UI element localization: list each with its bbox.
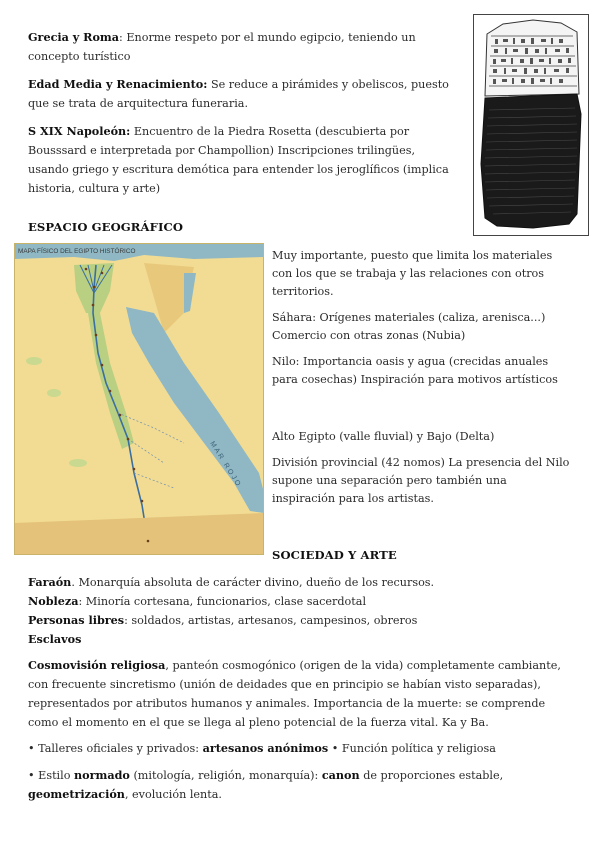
society-list — [28, 573, 576, 649]
section-heading-society: SOCIEDAD Y ARTE — [272, 548, 397, 562]
history-section — [28, 28, 458, 198]
history-napoleon: S XIX Napoleón: Encuentro de la Piedra Rosetta (descubierta por Bousssard e interpretada por Champollion) Inscripciones trilingües, usando griego y escritura demótica para entender los jeroglíficos (implica historia, cultura y arte) — [28, 124, 449, 195]
geo-nile: Nilo: Importancia oasis y agua (crecidas anuales para cosechas) Inspiración para motivos artísticos — [272, 355, 558, 386]
geo-upper-lower: Alto Egipto (valle fluvial) y Bajo (Delta) — [272, 430, 495, 443]
society-esclavos: Esclavos — [28, 632, 82, 646]
geo-sahara: Sáhara: Orígenes materiales (caliza, arenisca...) — [272, 311, 546, 324]
section-heading-geo: ESPACIO GEOGRÁFICO — [28, 220, 184, 234]
geo-text-block-2 — [272, 428, 572, 508]
history-middle-ages: Edad Media y Renacimiento: Se reduce a pirámides y obeliscos, puesto que se trata de arquitectura funeraria. — [28, 77, 449, 110]
egypt-map-image — [14, 243, 264, 555]
geo-importance: Muy importante, puesto que limita los materiales con los que se trabaja y las relaciones con otros territorios. — [272, 249, 553, 298]
bullet-workshops: • Talleres oficiales y privados: artesanos anónimos • Función política y religiosa — [28, 741, 496, 755]
map-sea-label: MAR ROJO — [208, 440, 243, 489]
geo-provinces: División provincial (42 nomos) La presencia del Nilo supone una separación pero también una inspiración para los artistas. — [272, 456, 570, 505]
bullet-style: • Estilo normado (mitología, religión, monarquía): canon de proporciones estable, geometrización, evolución lenta. — [28, 768, 504, 801]
history-greece-rome: Grecia y Roma: Enorme respeto por el mundo egipcio, teniendo un concepto turístico — [28, 30, 416, 63]
geo-text-block — [272, 247, 572, 389]
geo-commerce: Comercio con otras zonas (Nubia) — [272, 329, 466, 342]
society-libres: Personas libres: soldados, artistas, artesanos, campesinos, obreros — [28, 613, 418, 627]
cosmovision-paragraph: Cosmovisión religiosa, panteón cosmogónico (origen de la vida) completamente cambiante, con frecuente sincretismo (unión de deidades que en principio se habían visto separadas), representados por atributos humanos y animales. Importancia de la muerte: se comprende como el momento en el que se llega al pleno potencial de la fuerza vital. Ka y Ba. — [28, 658, 561, 729]
society-nobleza: Nobleza: Minoría cortesana, funcionarios, clase sacerdotal — [28, 594, 367, 608]
map-title: MAPA FÍSICO DEL EGIPTO HISTÓRICO — [18, 248, 136, 255]
rosetta-stone-image — [473, 14, 589, 236]
society-faraon: Faraón. Monarquía absoluta de carácter divino, dueño de los recursos. — [28, 575, 435, 589]
